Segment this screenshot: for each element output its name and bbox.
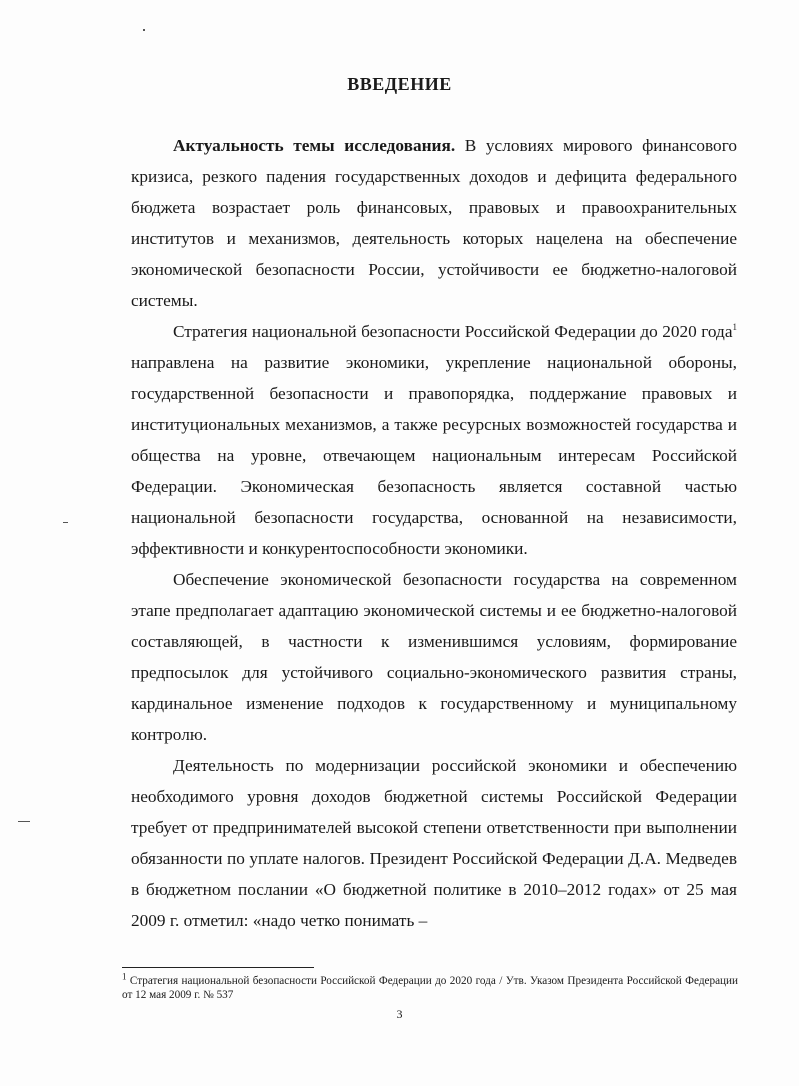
footnote-separator [122, 967, 314, 968]
scan-speck [143, 29, 145, 31]
paragraph-relevance [131, 130, 737, 316]
document-body [131, 130, 737, 936]
footnote-mark: 1 [122, 971, 127, 982]
relevance-text: В условиях мирового финансового кризиса, резкого падения государственных доходов и дефицита федерального бюджета возрастает роль финансовых, правовых и правоохранительных институтов и механизмов, деятельность которых нацелена на обеспечение экономической безопасности России, устойчивости ее бюджетно-налоговой системы. [131, 136, 737, 310]
paragraph-economic-security: Обеспечение экономической безопасности государства на современном этапе предполагает адаптацию экономической системы и ее бюджетно-налоговой составляющей, в частности к изменившимся условиям, формирование предпосылок для устойчивого социально-экономического развития страны, кардинальное изменение подходов к государственному и муниципальному контролю. [131, 570, 737, 744]
footnote [122, 971, 738, 1002]
strategy-text-rest: направлена на развитие экономики, укрепление национальной обороны, государственной безопасности и правопорядка, поддержание правовых и институциональных механизмов, а также ресурсных возможностей государства и общества на уровне, отвечающем национальным интересам Российской Федерации. Экономическая безопасность является составной частью национальной безопасности государства, основанной на независимости, эффективности и конкурентоспособности экономики. [131, 353, 737, 558]
footnote-text: Стратегия национальной безопасности Российской Федерации до 2020 года / Утв. Указом Президента Российской Федерации от 12 мая 2009 г. № 537 [122, 975, 738, 1001]
relevance-lead: Актуальность темы исследования. [173, 136, 456, 155]
page-number: 3 [396, 1007, 403, 1021]
scan-speck [63, 522, 68, 523]
paragraph-modernization: Деятельность по модернизации российской экономики и обеспечению необходимого уровня доходов бюджетной системы Российской Федерации требует от предпринимателей высокой степени ответственности при выполнении обязанности по уплате налогов. Президент Российской Федерации Д.А. Медведев в бюджетном послании «О бюджетной политике в 2010–2012 годах» от 25 мая 2009 г. отметил: «надо четко понимать – [131, 756, 737, 930]
scan-speck [18, 821, 30, 822]
footnote-reference: 1 [732, 322, 737, 333]
paragraph-strategy [131, 316, 737, 564]
strategy-text-start: Стратегия национальной безопасности Российской Федерации до 2020 года [173, 322, 733, 341]
page-title: ВВЕДЕНИЕ [347, 74, 452, 94]
